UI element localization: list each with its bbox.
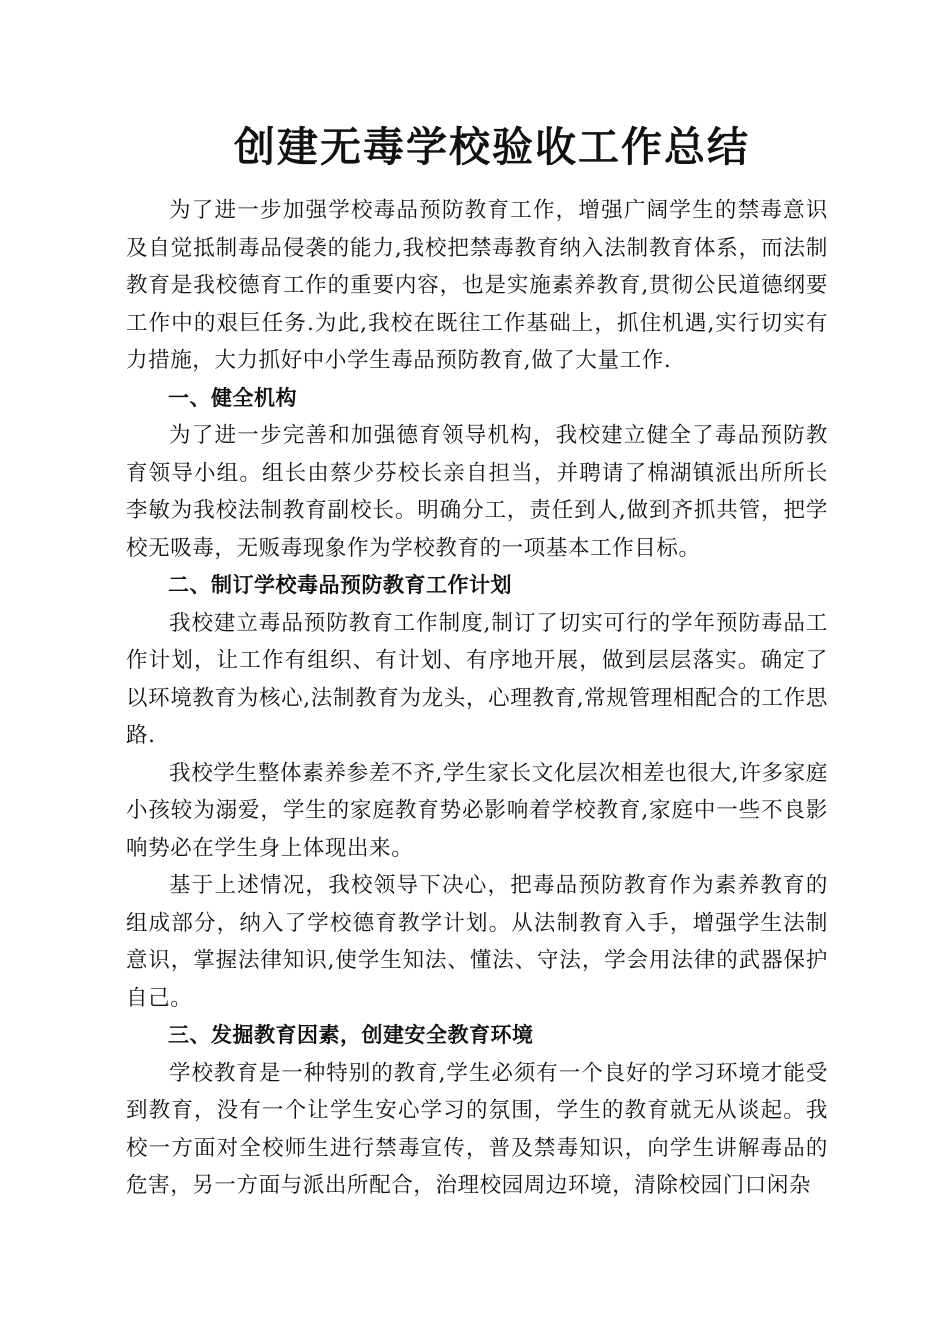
section-heading-1: 一、健全机构 (168, 385, 297, 410)
section-heading-2: 二、制订学校毒品预防教育工作计划 (168, 573, 512, 597)
document-title: 创建无毒学校验收工作总结 (234, 123, 750, 171)
section-2-paragraph-3: 基于上述情况，我校领导下决心，把毒品预防教育作为素养教育的组成部分，纳入了学校德育教学计划。从法制教育入手，增强学生法制意识，掌握法律知识,使学生知法、懂法、守法，学会用法律的武器保护自己。 (126, 873, 828, 1011)
intro-paragraph: 为了进一步加强学校毒品预防教育工作，增强广阔学生的禁毒意识及自觉抵制毒品侵袭的能力,我校把禁毒教育纳入法制教育体系，而法制教育是我校德育工作的重要内容，也是实施素养教育,贯彻公民道德纲要工作中的艰巨任务.为此,我校在既往工作基础上，抓住机遇,实行切实有力措施，大力抓好中小学生毒品预防教育,做了大量工作. (126, 198, 828, 373)
section-3-paragraph: 学校教育是一种特别的教育,学生必须有一个良好的学习环境才能受到教育，没有一个让学生安心学习的氛围，学生的教育就无从谈起。我校一方面对全校师生进行禁毒宣传，普及禁毒知识，向学生讲解毒品的危害，另一方面与派出所配合，治理校园周边环境，清除校园门口闲杂 (126, 1060, 828, 1198)
document-page (126, 116, 828, 1205)
section-2-paragraph-2: 我校学生整体素养参差不齐,学生家长文化层次相差也很大,许多家庭小孩较为溺爱，学生的家庭教育势必影响着学校教育,家庭中一些不良影响势必在学生身上体现出来。 (126, 760, 828, 861)
section-heading-3: 三、发掘教育因素，创建安全教育环境 (168, 1023, 534, 1047)
section-2-paragraph-1: 我校建立毒品预防教育工作制度,制订了切实可行的学年预防毒品工作计划，让工作有组织、有计划、有序地开展，做到层层落实。确定了以环境教育为核心,法制教育为龙头，心理教育,常规管理相配合的工作思路. (126, 610, 828, 748)
section-1-paragraph: 为了进一步完善和加强德育领导机构，我校建立健全了毒品预防教育领导小组。组长由蔡少芬校长亲自担当，并聘请了棉湖镇派出所所长李敏为我校法制教育副校长。明确分工，责任到人,做到齐抓共管，把学校无吸毒，无贩毒现象作为学校教育的一项基本工作目标。 (126, 423, 828, 561)
